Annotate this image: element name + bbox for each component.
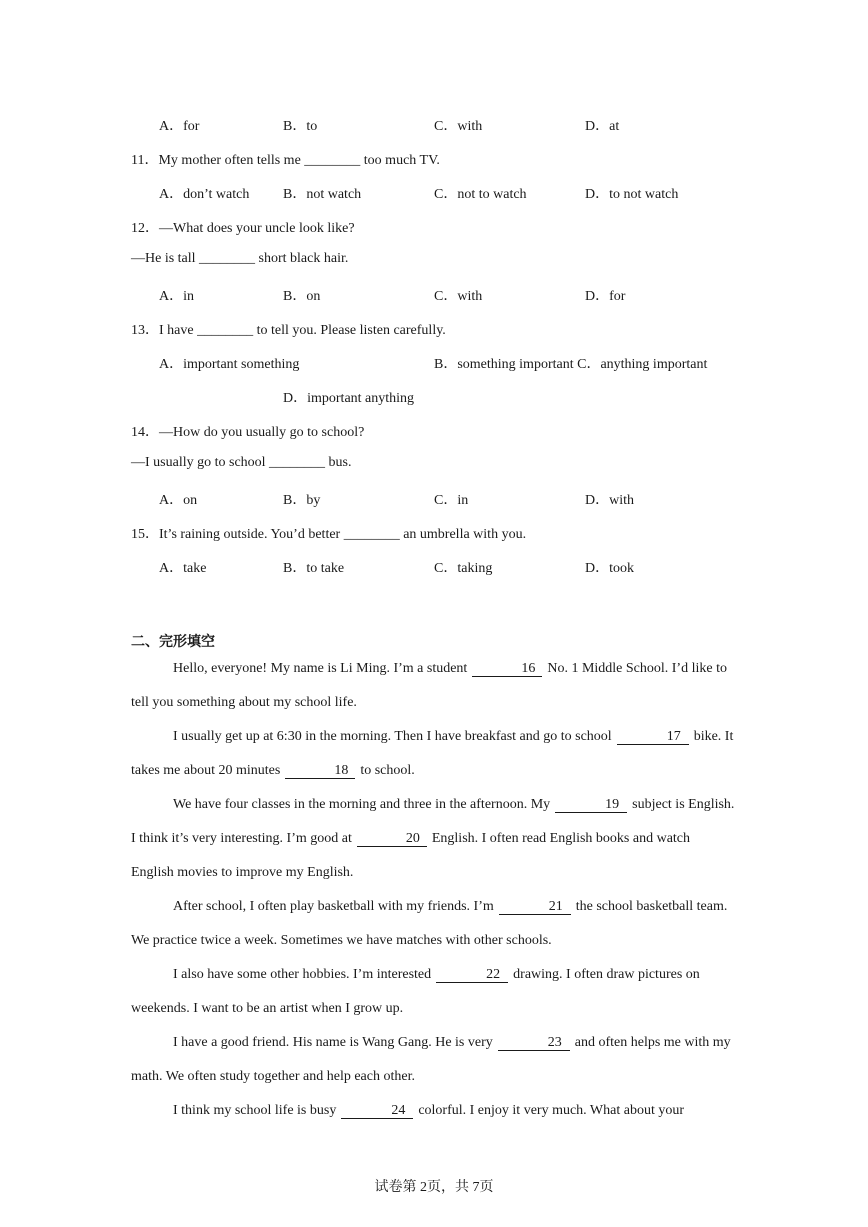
q15-option-c: C．taking bbox=[434, 561, 493, 576]
cloze-paragraph-6 bbox=[131, 1026, 736, 1094]
cloze-blank-19: 19 bbox=[555, 798, 627, 813]
q14-option-d: D．with bbox=[585, 493, 634, 508]
cloze-text: After school, I often play basketball with my friends. I’m bbox=[173, 899, 494, 914]
q13-option-a: A．important something bbox=[159, 357, 300, 372]
cloze-paragraph-7 bbox=[131, 1094, 736, 1128]
q12-option-c: C．with bbox=[434, 289, 483, 304]
q15-option-d: D．took bbox=[585, 561, 634, 576]
q14-option-a: A．on bbox=[159, 493, 198, 508]
cloze-text: drawing. I often draw pictures on weekends. I want to be an artist when I grow up. bbox=[131, 967, 700, 1016]
q14-stem: 14．—How do you usually go to school? bbox=[131, 425, 365, 440]
cloze-blank-21: 21 bbox=[499, 900, 571, 915]
q15-stem: 15．It’s raining outside. You’d better ________ an umbrella with you. bbox=[131, 527, 527, 542]
q12-option-d: D．for bbox=[585, 289, 626, 304]
q11-stem: 11．My mother often tells me ________ too much TV. bbox=[131, 153, 440, 168]
cloze-blank-20: 20 bbox=[357, 832, 427, 847]
cloze-blank-24: 24 bbox=[341, 1104, 413, 1119]
cloze-text: I have a good friend. His name is Wang Gang. He is very bbox=[173, 1035, 493, 1050]
section-heading-cloze: 二、完形填空 bbox=[131, 634, 215, 650]
q11-option-d: D．to not watch bbox=[585, 187, 679, 202]
cloze-paragraph-5 bbox=[131, 958, 736, 1026]
q10-option-d: D．at bbox=[585, 119, 620, 134]
cloze-blank-23: 23 bbox=[498, 1036, 570, 1051]
cloze-paragraph-3 bbox=[131, 788, 736, 890]
q12-stem: 12．—What does your uncle look like? bbox=[131, 221, 355, 236]
cloze-paragraph-4 bbox=[131, 890, 736, 958]
q15-option-a: A．take bbox=[159, 561, 207, 576]
cloze-blank-22: 22 bbox=[436, 968, 508, 983]
cloze-text: No. 1 Middle School. I’d like to tell you something about my school life. bbox=[131, 661, 727, 710]
q12-option-b: B．on bbox=[283, 289, 321, 304]
cloze-text: Hello, everyone! My name is Li Ming. I’m a student bbox=[173, 661, 468, 676]
cloze-blank-17: 17 bbox=[617, 730, 689, 745]
q10-option-a: A．for bbox=[159, 119, 200, 134]
cloze-text: and often helps me with my math. We often study together and help each other. bbox=[131, 1035, 731, 1084]
q10-option-b: B．to bbox=[283, 119, 318, 134]
cloze-text: I also have some other hobbies. I’m interested bbox=[173, 967, 432, 982]
cloze-text: colorful. I enjoy it very much. What about your bbox=[418, 1103, 684, 1118]
q15-option-b: B．to take bbox=[283, 561, 345, 576]
cloze-text: I think my school life is busy bbox=[173, 1103, 337, 1118]
cloze-blank-16: 16 bbox=[472, 662, 542, 677]
cloze-paragraph-2 bbox=[131, 720, 736, 788]
q14-option-c: C．in bbox=[434, 493, 469, 508]
cloze-text: subject is English. I think it’s very interesting. I’m good at bbox=[131, 797, 735, 846]
cloze-text: bike. It takes me about 20 minutes bbox=[131, 729, 734, 778]
cloze-text: the school basketball team. We practice twice a week. Sometimes we have matches with other schools. bbox=[131, 899, 728, 948]
q11-option-a: A．don’t watch bbox=[159, 187, 250, 202]
cloze-text: We have four classes in the morning and three in the afternoon. My bbox=[173, 797, 551, 812]
page-footer: 试卷第 2页，共 7页 bbox=[374, 1180, 494, 1195]
q14-option-b: B．by bbox=[283, 493, 321, 508]
q12-stem-2: —He is tall ________ short black hair. bbox=[131, 251, 349, 266]
q11-option-b: B．not watch bbox=[283, 187, 362, 202]
q12-option-a: A．in bbox=[159, 289, 194, 304]
q10-option-c: C．with bbox=[434, 119, 483, 134]
cloze-text: to school. bbox=[360, 763, 415, 778]
cloze-blank-18: 18 bbox=[285, 764, 355, 779]
q11-option-c: C．not to watch bbox=[434, 187, 527, 202]
q14-stem-2: —I usually go to school ________ bus. bbox=[131, 455, 352, 470]
q13-stem: 13．I have ________ to tell you. Please listen carefully. bbox=[131, 323, 446, 338]
q13-option-bc: B．something important C．anything important bbox=[434, 357, 708, 372]
cloze-text: I usually get up at 6:30 in the morning. Then I have breakfast and go to school bbox=[173, 729, 612, 744]
cloze-text: English. I often read English books and watch English movies to improve my English. bbox=[131, 831, 691, 880]
cloze-paragraph-1 bbox=[131, 652, 736, 720]
q13-option-d: D．important anything bbox=[283, 391, 415, 406]
